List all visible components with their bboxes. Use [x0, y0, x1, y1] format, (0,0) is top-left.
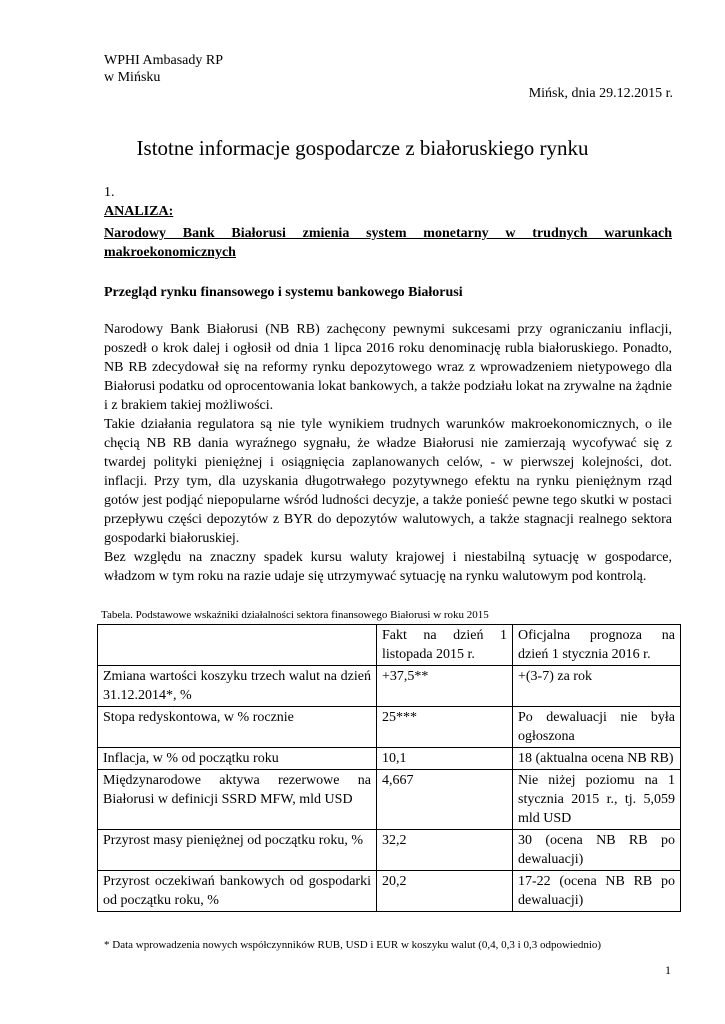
- fact-cell: 25***: [377, 707, 513, 748]
- sender-line-2: w Mińsku: [104, 70, 161, 85]
- place-date: Mińsk, dnia 29.12.2015 r.: [528, 86, 673, 101]
- section-number: 1.: [104, 185, 115, 200]
- paragraph: Bez względu na znaczny spadek kursu waluty krajowej i niestabilną sytuację w gospodarce, władzom w tym roku na razie udaje się utrzymywać sytuację na rynku walutowym pod kontrolą.: [104, 550, 672, 584]
- indicator-cell: Przyrost oczekiwań bankowych od gospodarki od początku roku, %: [98, 871, 377, 912]
- header-cell-blank: [98, 625, 377, 666]
- forecast-cell: 30 (ocena NB RB po dewaluacji): [513, 830, 681, 871]
- header-cell-forecast: Oficjalna prognoza na dzień 1 stycznia 2016 r.: [513, 625, 681, 666]
- sender-block: [104, 52, 223, 86]
- review-title: Przegląd rynku finansowego i systemu bankowego Białorusi: [104, 285, 463, 300]
- forecast-cell: Nie niżej poziomu na 1 stycznia 2015 r., tj. 5,059 mld USD: [513, 770, 681, 830]
- forecast-cell: 18 (aktualna ocena NB RB): [513, 748, 681, 770]
- forecast-cell: Po dewaluacji nie była ogłoszona: [513, 707, 681, 748]
- fact-cell: +37,5**: [377, 666, 513, 707]
- fact-cell: 20,2: [377, 871, 513, 912]
- sender-line-1: WPHI Ambasady RP: [104, 53, 223, 68]
- document-title: Istotne informacje gospodarcze z białoruskiego rynku: [136, 136, 589, 160]
- paragraph: Narodowy Bank Białorusi (NB RB) zachęcony pewnymi sukcesami przy ograniczaniu inflacji, poszedł o krok dalej i ogłosił od dnia 1 lipca 2016 roku denominację rubla białoruskiego. Ponadto, NB RB zdecydował się na reformy rynku depozytowego wraz z wprowadzeniem nietypowego dla Białorusi podatku od oprocentowania lokat bankowych, a także podziału lokat na zrywalne na żądnie i z brakiem takiej możliwości.: [104, 322, 672, 413]
- indicators-table: [97, 624, 681, 912]
- paragraph: Takie działania regulatora są nie tyle wynikiem trudnych warunków makroekonomicznych, o ile chęcią NB RB dania wyraźnego sygnału, że władze Białorusi nie zamierzają wycofywać się z twardej polityki pieniężnej i osiągnięcia zaplanowanych celów, - w pierwszej kolejności, dot. inflacji. Przy tym, dla uzyskania długotrwałego pozytywnego efektu na rynku pieniężnym rząd gotów jest podjąć niepopularne wśród ludności decyzje, a także ponieść pewne tego skutki w postaci przepływu części depozytów z BYR do depozytów walutowych, a także stagnacji realnego sektora gospodarki białoruskiej.: [104, 417, 672, 546]
- table-row: [98, 830, 681, 871]
- forecast-cell: 17-22 (ocena NB RB po dewaluacji): [513, 871, 681, 912]
- table-row: [98, 748, 681, 770]
- indicator-cell: Stopa redyskontowa, w % rocznie: [98, 707, 377, 748]
- fact-cell: 10,1: [377, 748, 513, 770]
- indicator-cell: Przyrost masy pieniężnej od początku roku, %: [98, 830, 377, 871]
- forecast-cell: +(3-7) za rok: [513, 666, 681, 707]
- indicator-cell: Inflacja, w % od początku roku: [98, 748, 377, 770]
- section-subheading: Narodowy Bank Białorusi zmienia system monetarny w trudnych warunkach makroekonomicznych: [104, 226, 672, 260]
- header-cell-fact: Fakt na dzień 1 listopada 2015 r.: [377, 625, 513, 666]
- table-header-row: [98, 625, 681, 666]
- table-row: [98, 707, 681, 748]
- fact-cell: 32,2: [377, 830, 513, 871]
- body-text: [104, 320, 672, 586]
- table-footnote: * Data wprowadzenia nowych współczynników RUB, USD i EUR w koszyku walut (0,4, 0,3 i 0,3 odpowiednio): [104, 939, 602, 951]
- page-number: 1: [665, 963, 671, 977]
- table-row: [98, 770, 681, 830]
- section-label: ANALIZA:: [104, 204, 174, 219]
- indicator-cell: Międzynarodowe aktywa rezerwowe na Białorusi w definicji SSRD MFW, mld USD: [98, 770, 377, 830]
- table-caption: Tabela. Podstawowe wskaźniki działalności sektora finansowego Białorusi w roku 2015: [101, 609, 489, 621]
- table-row: [98, 666, 681, 707]
- indicator-cell: Zmiana wartości koszyku trzech walut na dzień 31.12.2014*, %: [98, 666, 377, 707]
- table-row: [98, 871, 681, 912]
- fact-cell: 4,667: [377, 770, 513, 830]
